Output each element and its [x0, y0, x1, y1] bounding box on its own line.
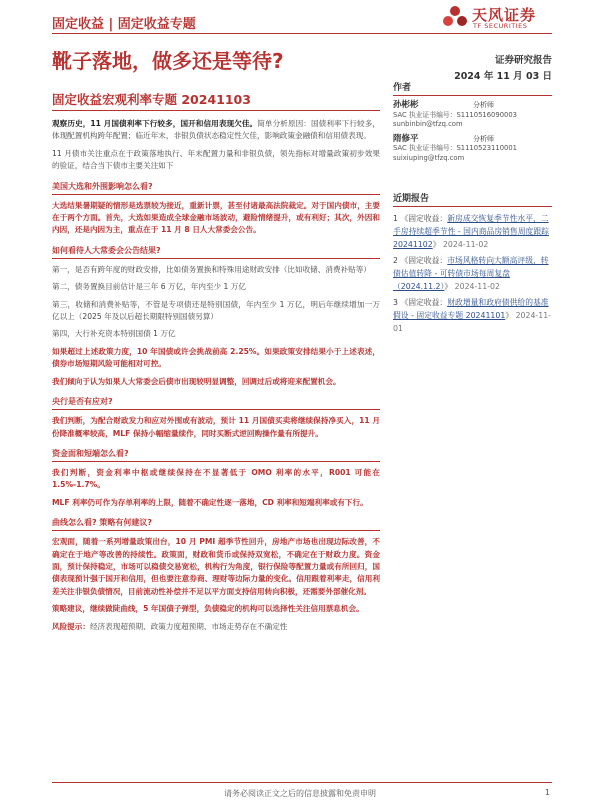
- author-name: 隋修平: [393, 133, 419, 144]
- author-email[interactable]: suixiuping@tfzq.com: [393, 153, 465, 162]
- footer-disclaimer: 请务必阅读正文之后的信息披露和免责申明: [224, 789, 376, 798]
- paragraph-focus: 11 月债市关注重点在于政策落地执行、年末配置力量和非银负债，领先指标对增量政策初步效果的验证，结合当下债市主要关注如下: [52, 148, 380, 171]
- header-divider: [52, 33, 552, 34]
- section-heading-npc: 如何看待人大常委会公告结果?: [52, 245, 380, 259]
- paragraph-election: 大选结果暑期疑的情形是选票较为接近，重新计票，甚至付诸最高法院裁定。对于国内债市，主要在于两个方面。首先，大选如果造成全球金融市场波动，避险情绪提升，或有利好；其次，外因和内因，还是内因为主，重点在于 11 月 8 日人大常委会公告。: [52, 200, 380, 235]
- paragraph-history-lead: 观察历史，11 月国债利率下行较多，国开和信用表现欠佳。: [52, 119, 258, 128]
- recent-report-item: [393, 254, 552, 293]
- author-email[interactable]: sunbinbin@tfzq.com: [393, 120, 463, 128]
- author-cert: SAC 执业证书编号：S1110516090003: [393, 110, 517, 119]
- report-number: 1: [393, 214, 398, 223]
- paragraph-curve-1: 宏观面，随着一系列增量政策出台，10 月 PMI 超季节性回升，房地产市场也出现边际改善，不确定在于地产等改善的持续性。政策面，财政和货币或保持双宽松，不确定在于财政力度。资金面，预计保持稳定，市场可以稳债交易宽松，机构行为角度，银行保险等配置力量或有所回归，国债表现预计强于国开和信用，但也要注意券商、理财等边际力量的变化。信用跟着利率走，信用利差关注非银负债情况，目前流动性补偿并不足以平方面支持信用转向积极，还需要外部催化剂。: [52, 537, 380, 596]
- report-link[interactable]: 新房成交恢复季节性水平，二手房持续超季节性 - 国内商品房销售周度跟踪 20241102: [393, 214, 549, 249]
- risk-warning: [52, 621, 380, 633]
- section-heading-pboc: 央行是否有应对?: [52, 396, 380, 410]
- main-content: [52, 118, 380, 633]
- paragraph-npc-4: 第四，大行补充资本特别国债 1 万亿: [52, 329, 176, 339]
- risk-warning-lead: 风险提示：: [52, 621, 90, 631]
- recent-report-item: [393, 296, 552, 335]
- report-suffix: 》: [505, 311, 514, 320]
- report-prefix: 《固定收益：: [400, 298, 448, 307]
- section-heading-liquidity: 资金面和短端怎么看?: [52, 448, 380, 462]
- author-role: 分析师: [473, 101, 494, 109]
- logo-text-cn: 天风证券: [472, 6, 537, 24]
- logo-text-en: TF SECURITIES: [473, 22, 528, 30]
- report-number: 2: [393, 256, 398, 265]
- paragraph-npc-5: 如果超过上述政策力度，10 年国债或许会挑战前高 2.25%。如果政策安排结果小于上述表述，债券市场短期风险可能相对可控。: [52, 346, 380, 369]
- company-logo: [442, 2, 552, 32]
- report-date: 2024 年 11 月 03 日: [454, 71, 552, 82]
- paragraph-npc-2: 第二，债务置换目前估计是三年 6 万亿，年内至少 1 万亿: [52, 282, 246, 292]
- author-cert: SAC 执业证书编号：S1110523110001: [393, 144, 517, 152]
- report-suffix: 》: [432, 240, 441, 249]
- report-suffix: 》: [444, 282, 453, 291]
- paragraph-liquidity-2: MLF 利率仍可作为存单利率的上限，随着不确定性逐一落地，CD 利率和短端利率或有下行。: [52, 497, 368, 507]
- section-heading-curve: 曲线怎么看? 策略有何建议?: [52, 517, 380, 531]
- paragraph-npc-1: 第一，是否有跨年度的财政安排，比如债务置换和特殊用途财政安排（比如收储、消费补贴等）: [52, 264, 371, 274]
- report-type: 证券研究报告: [494, 55, 552, 66]
- report-title: 靴子落地，做多还是等待?: [52, 49, 284, 73]
- report-prefix: 《固定收益：: [400, 256, 448, 265]
- report-number: 3: [393, 298, 398, 307]
- sidebar: [393, 80, 552, 338]
- paragraph-history: [52, 118, 380, 143]
- report-date: 2024-11-02: [454, 282, 500, 291]
- paragraph-curve-2: 策略建议，继续做陡曲线，5 年国债子弹型，负债稳定的机构可以选择性关注信用票息机会。: [52, 604, 364, 614]
- author-role: 分析师: [473, 134, 494, 143]
- paragraph-npc-6: 我们倾向于认为如果人大常委会后债市出现较明显调整，回调过后或将迎来配置机会。: [52, 376, 341, 386]
- author-card: [393, 101, 552, 130]
- section-heading-us-election: 美国大选和外围影响怎么看?: [52, 181, 380, 195]
- subtitle-divider: [52, 110, 380, 111]
- paragraph-liquidity-1: 我们判断，资金利率中枢或继续保持在不显著低于 OMO 利率的水平，R001 可能在 1.5%-1.7%。: [52, 467, 380, 490]
- page-number: 1: [544, 788, 550, 797]
- footer-divider: [52, 782, 552, 783]
- header-category: 固定收益 | 固定收益专题: [52, 17, 196, 32]
- paragraph-history-rest: 简单分析原因：国债利率下行较多，体现配置机构跨年配置；临近年末，非银负债状态稳定性欠佳，影响政策金融债和信用债表现。: [52, 119, 380, 141]
- logo-mark-icon: [442, 2, 468, 30]
- author-card: [393, 135, 552, 164]
- recent-report-item: [393, 212, 552, 251]
- paragraph-npc-3: 第三，收储和消费补贴等，不管是专项债还是特别国债，年内至少 1 万亿，明后年继续增加一万亿以上（2025 年及以后超长期限特别国债另算）: [52, 299, 380, 322]
- report-link[interactable]: 财政增量和政府债供给的基准假设 - 固定收益专题 20241101: [393, 298, 549, 320]
- report-date: 2024-11-01: [393, 311, 551, 333]
- authors-heading: 作者: [393, 80, 552, 96]
- paragraph-pboc: 我们判断，为配合财政发力和应对外围或有波动，预计 11 月国债买卖将继续保持净买入，11 月份降准概率较高，MLF 保持小幅缩量续作，同时买断式逆回购操作量有所提升。: [52, 416, 380, 438]
- report-date: 2024-11-02: [442, 240, 489, 249]
- report-prefix: 《固定收益：: [400, 214, 448, 223]
- author-name: 孙彬彬: [393, 100, 419, 110]
- report-link[interactable]: 市场风格转向大额高评级，转债估值转降 - 可转债市场每周复盘（2024.11.2）: [393, 256, 549, 291]
- recent-reports-heading: 近期报告: [393, 191, 552, 207]
- report-subtitle: 固定收益宏观利率专题 20241103: [52, 92, 251, 107]
- risk-warning-rest: 经济表现超预期、政策力度超预期、市场走势存在不确定性: [89, 621, 288, 631]
